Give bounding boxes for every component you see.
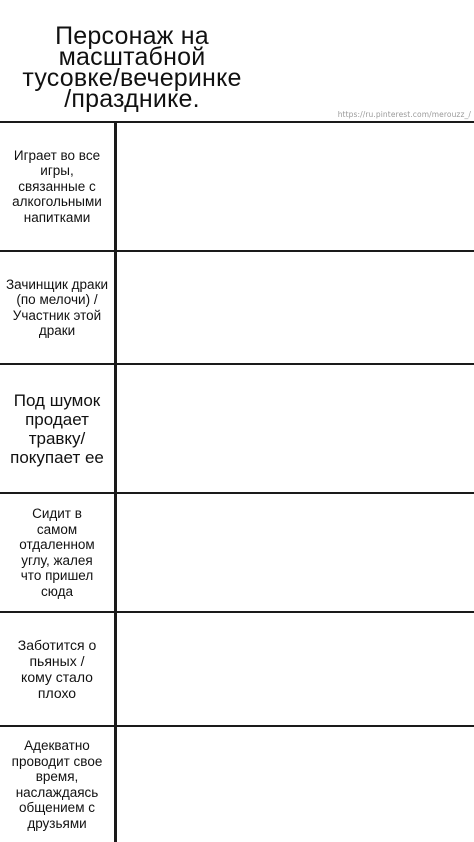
label-line: пьяных / [29, 653, 85, 669]
label-line: проводит свое [11, 753, 103, 769]
label-line: Заботится о [17, 637, 97, 653]
label-line: Играет во все [13, 147, 101, 163]
label-line: Зачинщик драки [5, 276, 109, 292]
label-line: наслаждаясь [15, 784, 99, 800]
row-label [0, 365, 114, 492]
label-line: время, [35, 769, 79, 784]
label-line: Сидит в [32, 506, 82, 521]
answer-cell[interactable] [117, 727, 474, 842]
label-line: алкогольными [12, 194, 102, 210]
label-line: самом [36, 521, 78, 537]
label-line: игры, [40, 163, 74, 179]
answer-cell[interactable] [117, 252, 474, 363]
row-label [0, 727, 114, 842]
answer-cell[interactable] [117, 365, 474, 492]
label-line: углу, жалея [21, 552, 93, 568]
title-line-1: Персонаж на [55, 22, 209, 50]
answer-cell[interactable] [117, 123, 474, 250]
row-label [0, 613, 114, 725]
answer-cell[interactable] [117, 613, 474, 725]
label-line: связанные с [18, 178, 96, 194]
label-line: травку/ [28, 428, 86, 448]
label-line: сюда [41, 583, 73, 599]
label-line: Адекватно [24, 738, 90, 753]
label-line: друзьями [27, 815, 87, 831]
row-label [0, 494, 114, 611]
answer-cell[interactable] [117, 494, 474, 611]
title-line-4: /празднике. [64, 85, 200, 113]
title-line-3: тусовке/вечеринке [22, 64, 242, 92]
label-line: Участник этой [12, 307, 102, 323]
label-line: отдаленном [19, 537, 95, 552]
label-line: общением с [18, 800, 95, 815]
label-line: драки [38, 323, 76, 338]
label-line: кому стало [21, 669, 93, 685]
label-line: продает [25, 409, 89, 429]
page-title [0, 22, 264, 113]
row-label [0, 252, 114, 363]
label-line: покупает ее [10, 447, 104, 467]
label-line: напитками [23, 209, 91, 225]
label-line: (по мелочи) / [16, 292, 98, 307]
row-label [0, 123, 114, 250]
title-line-2: масштабной [58, 43, 206, 71]
label-line: Под шумок [13, 390, 101, 410]
watermark: https://ru.pinterest.com/merouzz_/ [337, 110, 471, 119]
label-line: плохо [37, 685, 77, 701]
label-line: что пришел [20, 568, 94, 583]
